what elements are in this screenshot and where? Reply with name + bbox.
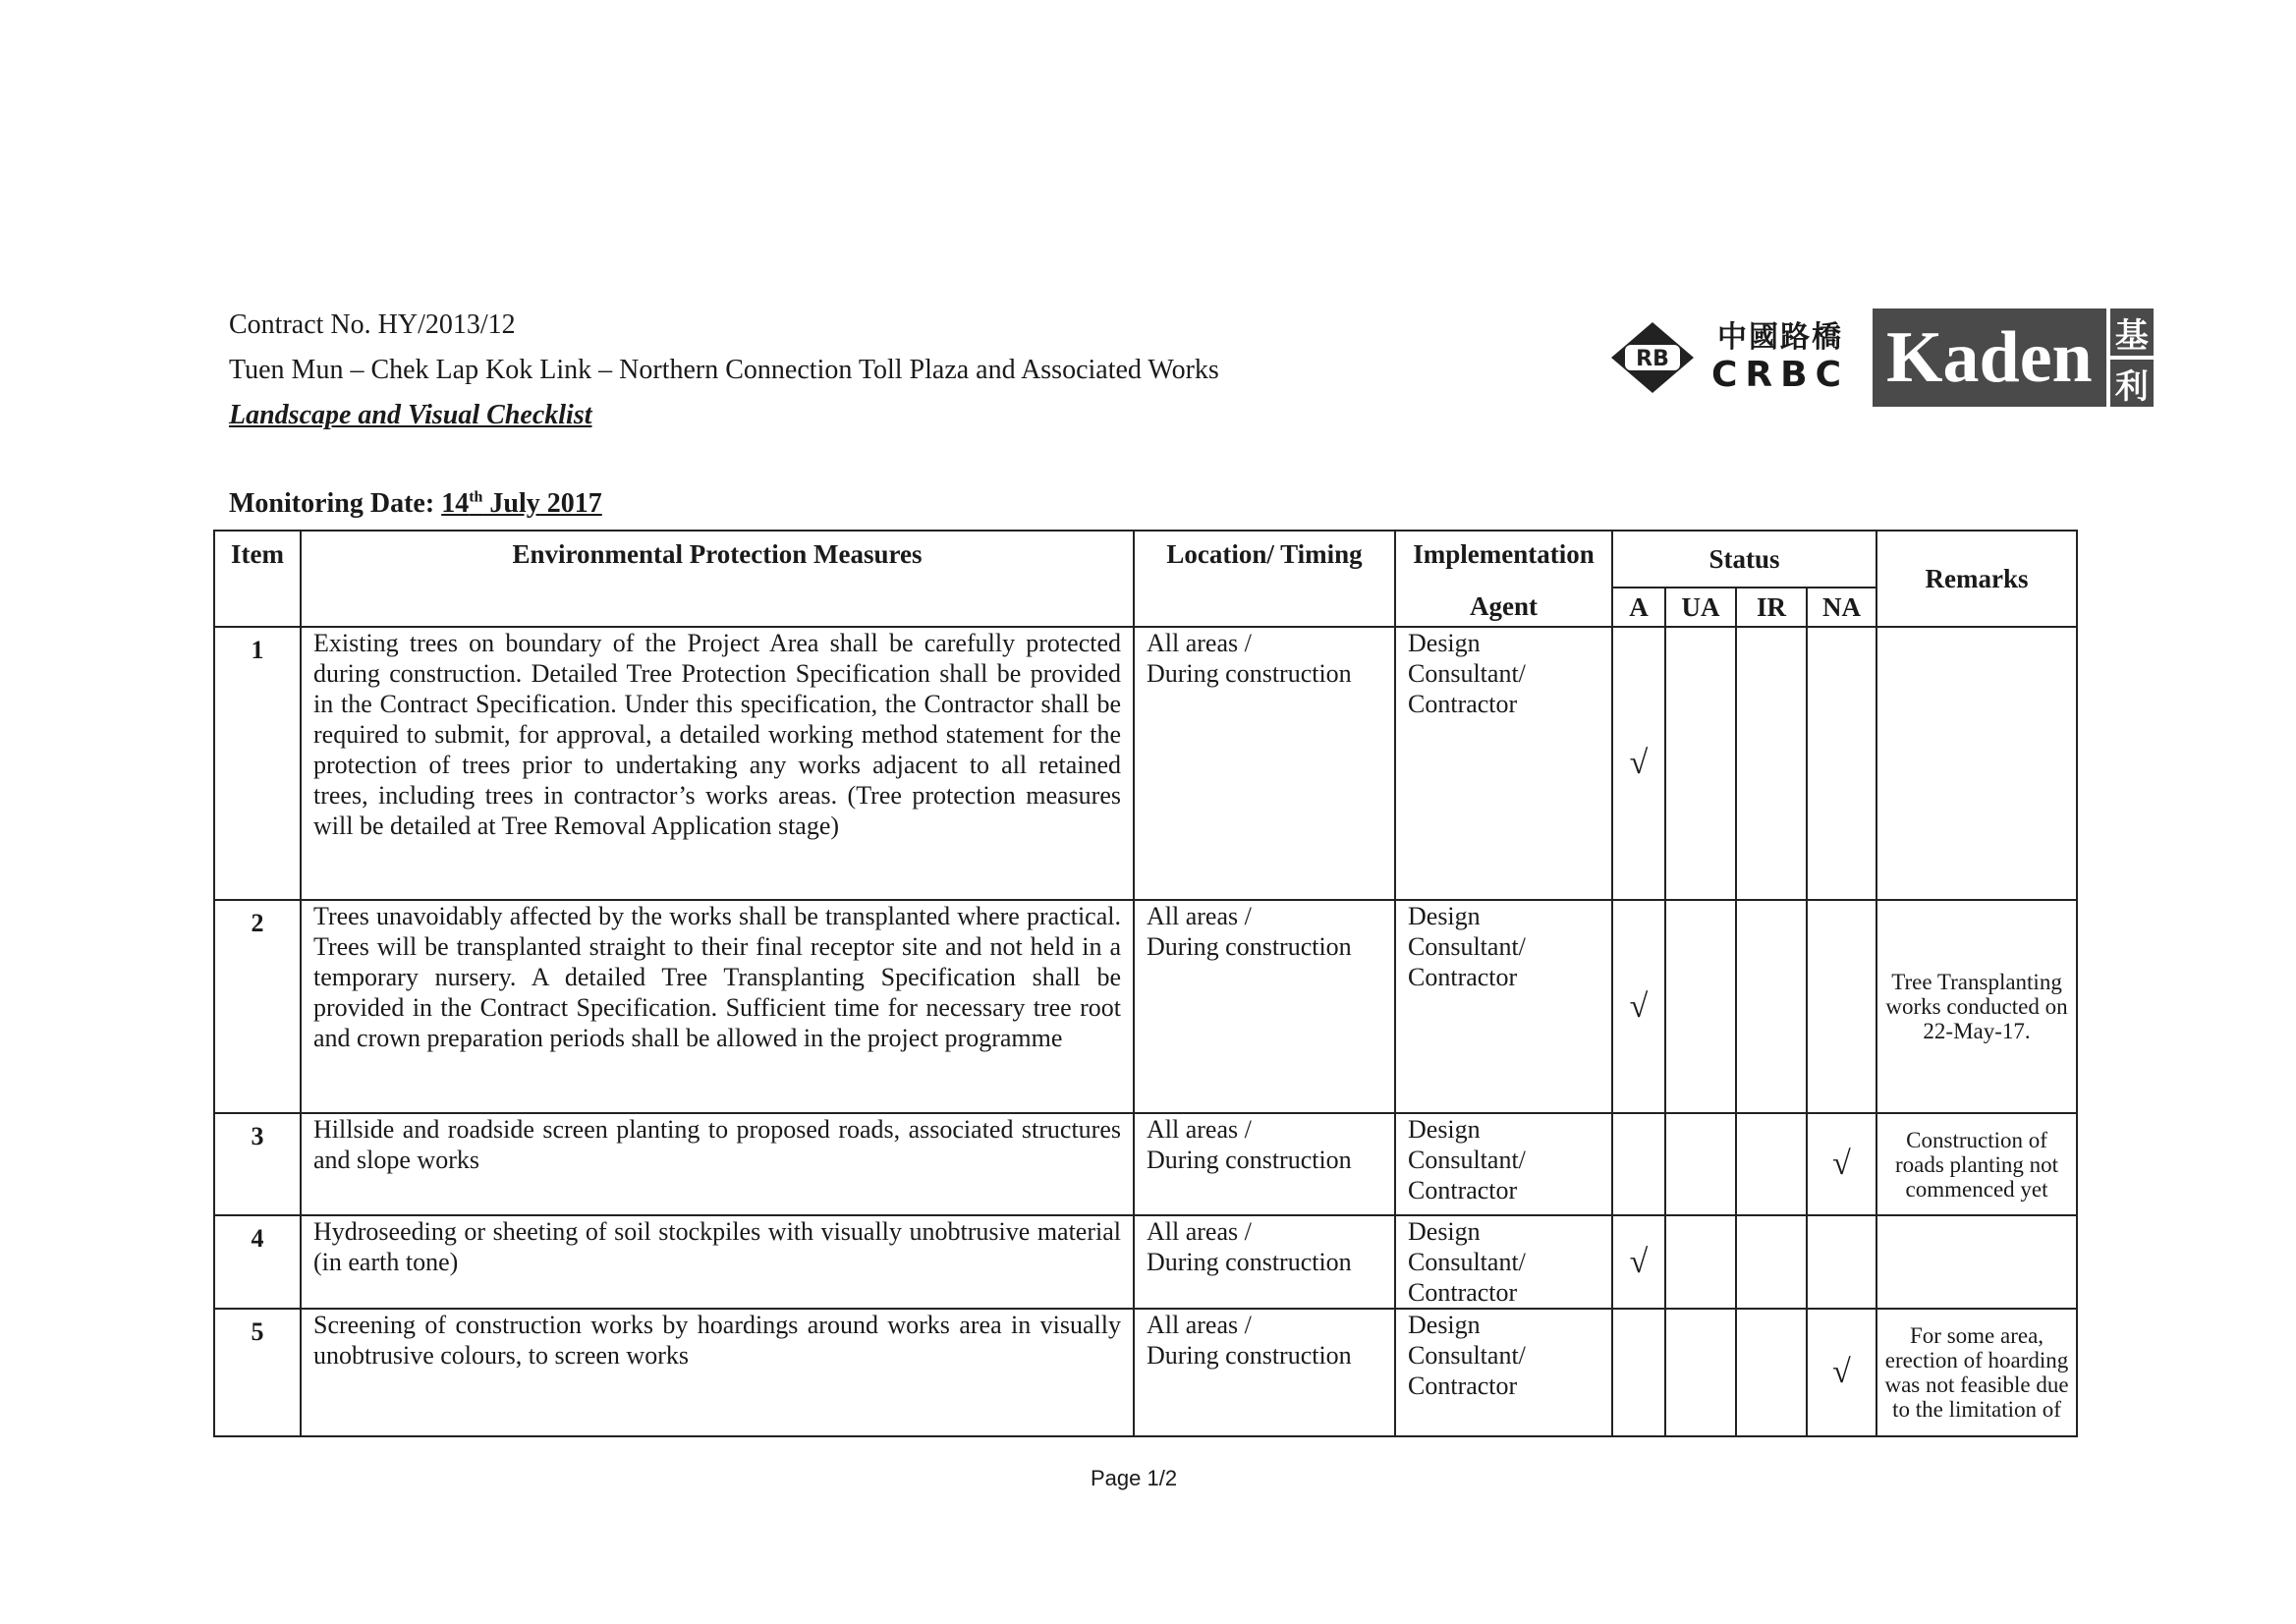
kaden-chinese-char-1: 基 [2110, 308, 2154, 356]
implementation-agent [1395, 1113, 1612, 1215]
implementation-agent [1395, 900, 1612, 1113]
agent-line1: Design [1408, 1217, 1481, 1246]
location-timing-text: During construction [1147, 932, 1352, 961]
header-measures: Environmental Protection Measures [301, 531, 1134, 627]
status-na-check [1807, 1215, 1876, 1309]
table-row [214, 900, 2077, 1113]
implementation-agent [1395, 1309, 1612, 1436]
status-ua-check [1665, 1215, 1736, 1309]
header-agent-line2: Agent [1395, 588, 1612, 627]
item-number: 5 [214, 1309, 301, 1436]
monitoring-date-day-suffix: th [469, 488, 483, 506]
status-a-check [1612, 1309, 1665, 1436]
agent-line1: Design [1408, 1115, 1481, 1144]
measure-text: Hillside and roadside screen planting to proposed roads, associated structures and slope works [301, 1113, 1134, 1215]
location-timing [1134, 1113, 1395, 1215]
location-area: All areas / [1147, 1311, 1252, 1339]
status-a-check: √ [1612, 1215, 1665, 1309]
monitoring-date-label: Monitoring Date: [229, 488, 435, 519]
monitoring-date-month-year: July 2017 [482, 488, 602, 519]
agent-line1: Design [1408, 902, 1481, 930]
agent-line2: Consultant/ [1408, 1146, 1526, 1174]
item-number: 3 [214, 1113, 301, 1215]
agent-line3: Contractor [1408, 963, 1518, 991]
agent-line2: Consultant/ [1408, 1248, 1526, 1276]
checklist-table [213, 530, 2078, 1437]
location-timing [1134, 627, 1395, 900]
remarks: Construction of roads planting not commenced yet [1876, 1113, 2077, 1215]
document-header [229, 303, 1219, 438]
kaden-chinese-name [2106, 308, 2154, 407]
status-ua-check [1665, 1309, 1736, 1436]
header-location: Location/ Timing [1134, 531, 1395, 627]
item-number: 4 [214, 1215, 301, 1309]
measure-text: Screening of construction works by hoardings around works area in visually unobtrusive colours, to screen works [301, 1309, 1134, 1436]
table-row [214, 1113, 2077, 1215]
implementation-agent [1395, 627, 1612, 900]
status-ua-check [1665, 1113, 1736, 1215]
item-number: 2 [214, 900, 301, 1113]
location-timing [1134, 900, 1395, 1113]
crbc-chinese-name: 中國路橋 [1717, 320, 1843, 355]
item-number: 1 [214, 627, 301, 900]
location-area: All areas / [1147, 1115, 1252, 1144]
status-ua-check [1665, 900, 1736, 1113]
rb-logo-text: RB [1636, 347, 1669, 371]
remarks: Tree Transplanting works conducted on 22-May-17. [1876, 900, 2077, 1113]
location-timing [1134, 1309, 1395, 1436]
agent-line3: Contractor [1408, 690, 1518, 718]
location-area: All areas / [1147, 629, 1252, 657]
location-area: All areas / [1147, 902, 1252, 930]
monitoring-date-value [441, 488, 602, 519]
status-ir-check [1736, 900, 1807, 1113]
rb-logo-icon [1607, 318, 1698, 397]
company-logos [1607, 308, 2154, 408]
status-na-check: √ [1807, 1309, 1876, 1436]
status-ir-check [1736, 1215, 1807, 1309]
agent-line3: Contractor [1408, 1372, 1518, 1400]
kaden-english-name: Kaden [1886, 316, 2093, 398]
location-timing-text: During construction [1147, 1341, 1352, 1370]
header-status-ir: IR [1736, 588, 1807, 627]
status-ir-check [1736, 627, 1807, 900]
kaden-chinese-char-2: 利 [2110, 360, 2154, 407]
header-status-na: NA [1807, 588, 1876, 627]
implementation-agent [1395, 1215, 1612, 1309]
location-timing-text: During construction [1147, 659, 1352, 688]
document-title: Landscape and Visual Checklist [229, 400, 592, 430]
header-status-ua: UA [1665, 588, 1736, 627]
crbc-logo [1711, 320, 1849, 395]
remarks [1876, 627, 2077, 900]
header-status-a: A [1612, 588, 1665, 627]
table-row [214, 627, 2077, 900]
page-number: Page 1/2 [1091, 1466, 1178, 1490]
header-remarks: Remarks [1876, 531, 2077, 627]
header-status: Status [1612, 531, 1876, 588]
crbc-english-name: CRBC [1711, 355, 1849, 395]
status-ua-check [1665, 627, 1736, 900]
status-na-check: √ [1807, 1113, 1876, 1215]
header-item: Item [214, 531, 301, 627]
monitoring-date-day: 14 [441, 488, 470, 519]
agent-line1: Design [1408, 1311, 1481, 1339]
location-timing-text: During construction [1147, 1146, 1352, 1174]
status-na-check [1807, 627, 1876, 900]
measure-text: Hydroseeding or sheeting of soil stockpiles with visually unobtrusive material (in earth tone) [301, 1215, 1134, 1309]
agent-line3: Contractor [1408, 1176, 1518, 1204]
agent-line3: Contractor [1408, 1278, 1518, 1307]
location-timing [1134, 1215, 1395, 1309]
project-name: Tuen Mun – Chek Lap Kok Link – Northern Connection Toll Plaza and Associated Works [229, 355, 1219, 385]
agent-line2: Consultant/ [1408, 1341, 1526, 1370]
contract-number: Contract No. HY/2013/12 [229, 309, 516, 340]
header-agent-line1: Implementation [1395, 531, 1612, 588]
agent-line2: Consultant/ [1408, 659, 1526, 688]
table-row [214, 1309, 2077, 1436]
agent-line1: Design [1408, 629, 1481, 657]
measure-text: Existing trees on boundary of the Project Area shall be carefully protected during construction. Detailed Tree Protection Specification shall be provided in the Contract Specification. Under this specification, the Contractor shall be required to submit, for approval, a detailed working method statement for the protection of trees prior to undertaking any works adjacent to all retained trees, including trees in contractor’s works areas. (Tree protection measures will be detailed at Tree Removal Application stage) [301, 627, 1134, 900]
agent-line2: Consultant/ [1408, 932, 1526, 961]
remarks [1876, 1215, 2077, 1309]
measure-text: Trees unavoidably affected by the works shall be transplanted where practical. Trees will be transplanted straight to their final receptor site and not held in a temporary nursery. A detailed Tree Transplanting Specification shall be provided in the Contract Specification. Sufficient time for necessary tree root and crown preparation periods shall be allowed in the project programme [301, 900, 1134, 1113]
remarks: For some area, erection of hoarding was not feasible due to the limitation of [1876, 1309, 2077, 1436]
status-ir-check [1736, 1113, 1807, 1215]
status-na-check [1807, 900, 1876, 1113]
status-a-check: √ [1612, 627, 1665, 900]
table-row [214, 1215, 2077, 1309]
location-area: All areas / [1147, 1217, 1252, 1246]
status-a-check [1612, 1113, 1665, 1215]
location-timing-text: During construction [1147, 1248, 1352, 1276]
status-a-check: √ [1612, 900, 1665, 1113]
status-ir-check [1736, 1309, 1807, 1436]
monitoring-date [229, 488, 602, 520]
kaden-logo [1873, 308, 2154, 407]
